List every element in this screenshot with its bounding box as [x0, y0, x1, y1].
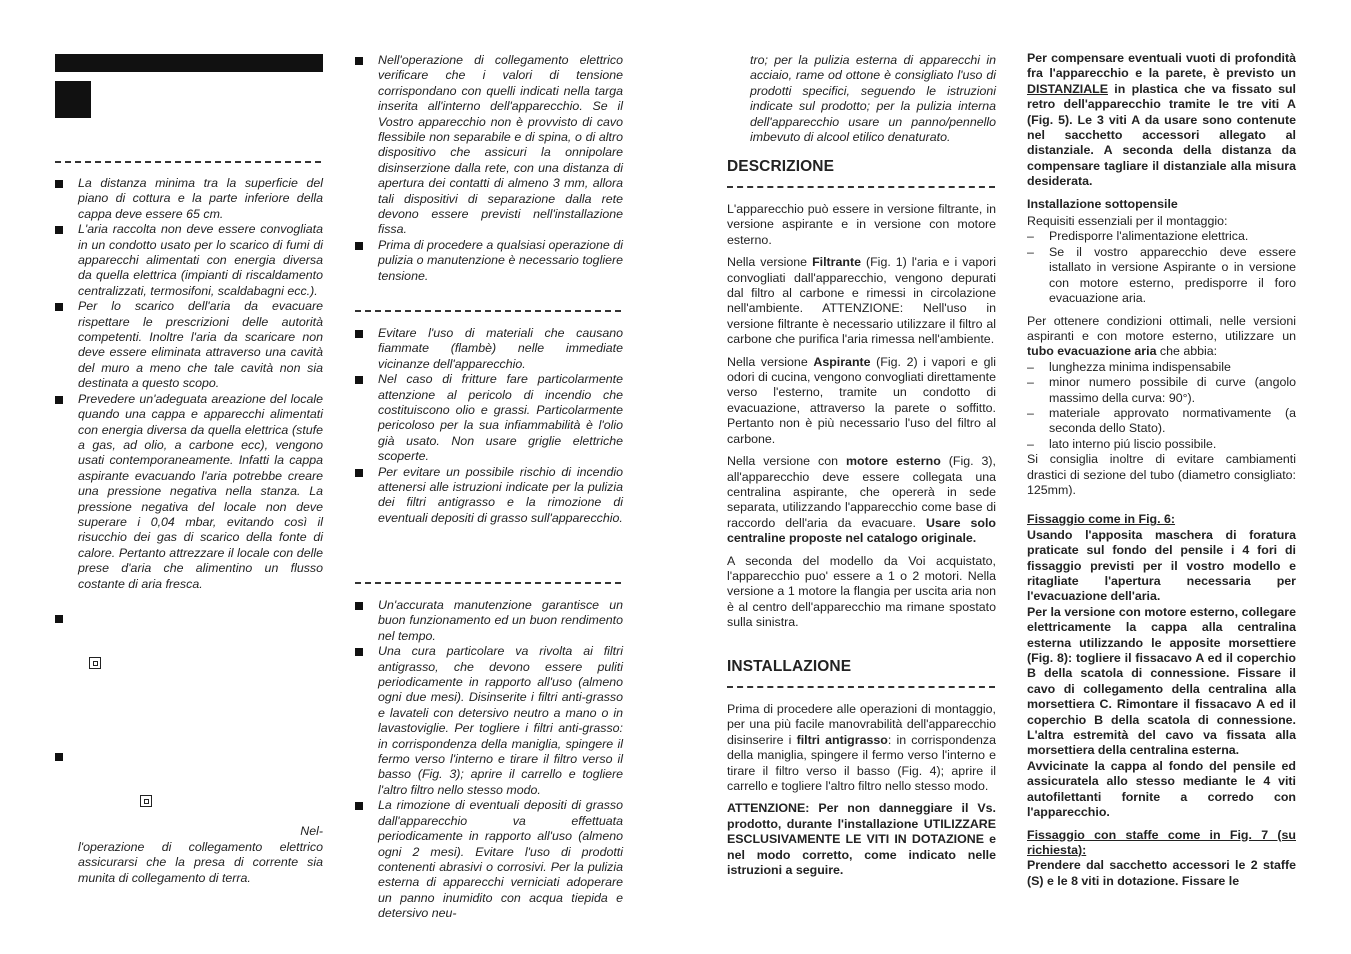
paragraph: Per la versione con motore esterno, collegare elettricamente la cappa alla centralina esterna utilizzando le apposite morsettiere (Fig. 8): togliere il fissacavo A ed il coperchio B della scatola di connessione. Fissare il cavo di collegamento della centralina alla morsettiera C. Rimontare il fissacavo A ed il coperchio B della scatola di connessione. L'altra estremità del cavo va fissata alla morsettiera della centralina esterna.	[1027, 604, 1296, 758]
list-item: Un'accurata manutenzione garantisce un buon funzionamento ed un buon rendimento nel tempo.	[355, 598, 623, 644]
paragraph: Usando l'apposita maschera di foratura praticate sul fondo del pensile i 4 fori di fissaggio previsti per il vostro modello e ritagliate l'apertura necessaria per l'evacuazione dell'aria.	[1027, 527, 1296, 604]
list-item: Per evitare un possibile rischio di incendio attenersi alle istruzioni indicate per la pulizia dei filtri antigrasso e la rimozione di eventuali depositi di grasso sull'apparecchio.	[355, 465, 623, 527]
paragraph: Prima di procedere alle operazioni di montaggio, per una più facile manovrabilità dell'apparecchio disinserire i filtri antigrasso: in corrispondenza della maniglia, spingere il fermo verso l'interno e tirare il filtro verso il basso (Fig. 4); aprire il carrello e togliere l'altro filtro nello stesso modo.	[727, 702, 996, 794]
section-heading-installazione: INSTALLAZIONE	[727, 658, 852, 675]
paragraph: Nella versione Filtrante (Fig. 1) l'aria e i vapori convogliati dall'apparecchio, vengono depurati dal filtro al carbone e rimessi in circolazione nell'ambiente. ATTENZIONE: Nell'uso in versione filtrante è necessario utilizzare il filtro al carbone che purifica l'aria rimessa nell'ambiente.	[727, 255, 996, 347]
list-item: – materiale approvato normativamente (a seconda dello Stato).	[1027, 406, 1296, 437]
bullet-marker	[55, 753, 63, 761]
requirements-intro: Requisiti essenziali per il montaggio:	[1027, 214, 1228, 229]
earth-symbol-icon	[89, 657, 101, 669]
spacer-paragraph: Per compensare eventuali vuoti di profondità fra l'apparecchio e la parete, è previsto un DISTANZIALE in plastica che va fissato sul retro dell'apparecchio tramite le tre viti A (Fig. 5). Le 3 viti A da usare sono contenute nel sacchetto accessori allegato al distanziale. A seconda della distanza da compensare tagliare il distanziale alla misura desiderata.	[1027, 51, 1296, 189]
column-1	[55, 176, 323, 592]
header-black-square	[55, 81, 91, 118]
paragraph: Per ottenere condizioni ottimali, nelle versioni aspiranti e con motore esterno, utilizzare un tubo evacuazione aria che abbia:	[1027, 313, 1296, 359]
column-4	[1027, 51, 1296, 889]
earthing-note: l'operazione di collegamento elettrico assicurarsi che la presa di corrente sia munita di collegamento di terra.	[78, 840, 323, 885]
subheading-fig7: Fissaggio con staffe come in Fig. 7 (su richiesta):	[1027, 827, 1296, 857]
list-item: Prima di procedere a qualsiasi operazione di pulizia o manutenzione è necessario togliere tensione.	[355, 238, 623, 284]
divider-descrizione	[727, 186, 995, 188]
divider-col1	[55, 161, 321, 163]
list-item: Per lo scarico dell'aria da evacuare rispettare le prescrizioni delle autorità competenti. Inoltre l'aria da scaricare non deve essere eliminata attraverso una cavità del muro a meno che tale cavità non sia destinata a questo scopo.	[55, 299, 323, 391]
column-2-group-1	[355, 53, 623, 284]
cleaning-continuation: tro; per la pulizia esterna di apparecchi in acciaio, rame od ottone è consigliato l'uso di prodotti specifici, seguendo le istruzioni indicate sul prodotto; per la pulizia interna dell'apparecchio usare un panno/pennello imbevuto di alcool etilico denaturato.	[750, 53, 996, 145]
list-item: L'aria raccolta non deve essere convogliata in un condotto usato per lo scarico di fumi di apparecchi alimentati con energia diversa da quella elettrica (impianti di riscaldamento centralizzati, termosifoni, scaldabagni ecc.).	[55, 222, 323, 299]
divider-col2-b	[355, 582, 621, 584]
earthing-note-intro: Nel-	[300, 824, 323, 838]
list-item: – lunghezza minima indispensabile	[1027, 360, 1296, 375]
earth-symbol-icon	[140, 795, 152, 807]
list-item: Evitare l'uso di materiali che causano fiammate (flambè) nelle immediate vicinanze dell'apparecchio.	[355, 326, 623, 372]
section-heading-descrizione: DESCRIZIONE	[727, 158, 835, 175]
list-item: La rimozione di eventuali depositi di grasso dall'apparecchio va effettuata periodicamente in rapporto all'uso (almeno ogni 2 mesi). Evitare l'uso di prodotti contenenti abrasivi o corrosivi. Per la pulizia esterna di apparecchi verniciati adoperare un panno inumidito con acqua tiepida e detersivo neu-	[355, 798, 623, 921]
paragraph: A seconda del modello da Voi acquistato, l'apparecchio puo' essere a 1 o 2 motori. Nella versione a 1 motore la flangia per uscita aria non è al centro dell'apparecchio ma rimane spostato sulla sinistra.	[727, 553, 996, 630]
divider-installazione	[727, 686, 995, 688]
subheading-fig6: Fissaggio come in Fig. 6:	[1027, 512, 1176, 527]
list-item: – Predisporre l'alimentazione elettrica.	[1027, 229, 1296, 244]
paragraph: Si consiglia inoltre di evitare cambiamenti drastici di sezione del tubo (diametro consigliato: 125mm).	[1027, 452, 1296, 497]
divider-col2-a	[355, 310, 621, 312]
paragraph: L'apparecchio può essere in versione filtrante, in versione aspirante e in versione con motore esterno.	[727, 202, 996, 247]
column-2-group-2	[355, 326, 623, 526]
paragraph: Avvicinate la cappa al fondo del pensile ed assicuratela allo stesso mediante le 4 viti autofilettanti fornite a corredo con l'apparecchio.	[1027, 758, 1296, 820]
list-item: – minor numero possibile di curve (angolo massimo della curva: 90°).	[1027, 375, 1296, 406]
header-black-bar	[55, 54, 323, 72]
list-item: Prevedere un'adeguata areazione del locale quando una cappa e apparecchi alimentati con energia diversa da quella elettrica (stufe a gas, ad olio, a carbone ecc), vengono usati contemporaneamente. Infatti la cappa aspirante evacuando l'aria potrebbe creare una pressione negativa nella stanza. La pressione negativa del locale non deve superare i 0,04 mbar, evitando così il risucchio dei gas di scarico della fonte di calore. Pertanto attrezzare il locale con delle prese d'aria che alimentino un flusso costante di aria fresca.	[55, 392, 323, 592]
list-item: Nel caso di fritture fare particolarmente attenzione al pericolo di incendio che costituiscono olio e grassi. Particolarmente pericoloso per la sua infiammabilità è l'olio già usato. Non usare griglie elettriche scoperte.	[355, 372, 623, 464]
paragraph: Nella versione Aspirante (Fig. 2) i vapori e gli odori di cucina, vengono convogliati direttamente verso l'esterno, tramite un condotto di evacuazione, attraverso la parete o soffitto. Pertanto non è più necessario l'uso del filtro al carbone.	[727, 354, 996, 446]
list-item: – lato interno piú liscio possibile.	[1027, 437, 1296, 452]
paragraph: Nella versione con motore esterno (Fig. 3), all'apparecchio deve essere collegata una centralina aspirante, che opererà in sede separata, utilizzando l'apparecchio come base di raccordo dell'aria da evacuare. Usare solo centraline proposte nel catalogo originale.	[727, 454, 997, 546]
list-item: Una cura particolare va rivolta ai filtri antigrasso, che devono essere puliti periodicamente in rapporto all'uso (almeno ogni due mesi). Disinserite i filtri anti-grasso e lavateli con detersivo neutro a mano o in lavastoviglie. Per togliere i filtri anti-grasso: in corrispondenza della maniglia, spingere il fermo verso l'interno e tirare il filtro verso il basso (Fig. 3); aprire il carrello e togliere l'altro filtro nello stesso modo.	[355, 644, 623, 798]
bullet-marker	[55, 615, 63, 623]
installazione-body	[727, 702, 996, 885]
list-item: La distanza minima tra la superficie del piano di cottura e la parte inferiore della cappa deve essere 65 cm.	[55, 176, 323, 222]
column-2-group-3	[355, 598, 623, 922]
descrizione-body	[727, 202, 996, 638]
paragraph: Prendere dal sacchetto accessori le 2 staffe (S) e le 8 viti in dotazione. Fissare le	[1027, 858, 1296, 888]
list-item: Nell'operazione di collegamento elettrico verificare che i valori di tensione corrispondano con quelli indicati nella targa inserita all'interno dell'apparecchio. Se il Vostro apparecchio non è provvisto di cavo flessibile non separabile e di spina, o di altro dispositivo che assicuri la onnipolare disinserzione dalla rete, con una distanza di apertura dei contatti di almeno 3 mm, allora tali dispositivi di separazione dalla rete devono essere previsti nell'installazione fissa.	[355, 53, 623, 238]
list-item: – Se il vostro apparecchio deve essere istallato in versione Aspirante o in versione con motore esterno, predisporre il foro evacuazione aria.	[1027, 245, 1296, 307]
subheading-sottopensile: Installazione sottopensile	[1027, 196, 1178, 211]
warning-paragraph: ATTENZIONE: Per non danneggiare il Vs. prodotto, durante l'installazione UTILIZZARE ESCLUSIVAMENTE LE VITI IN DOTAZIONE e nel modo corretto, come indicato nelle istruzioni a seguire.	[727, 801, 996, 878]
